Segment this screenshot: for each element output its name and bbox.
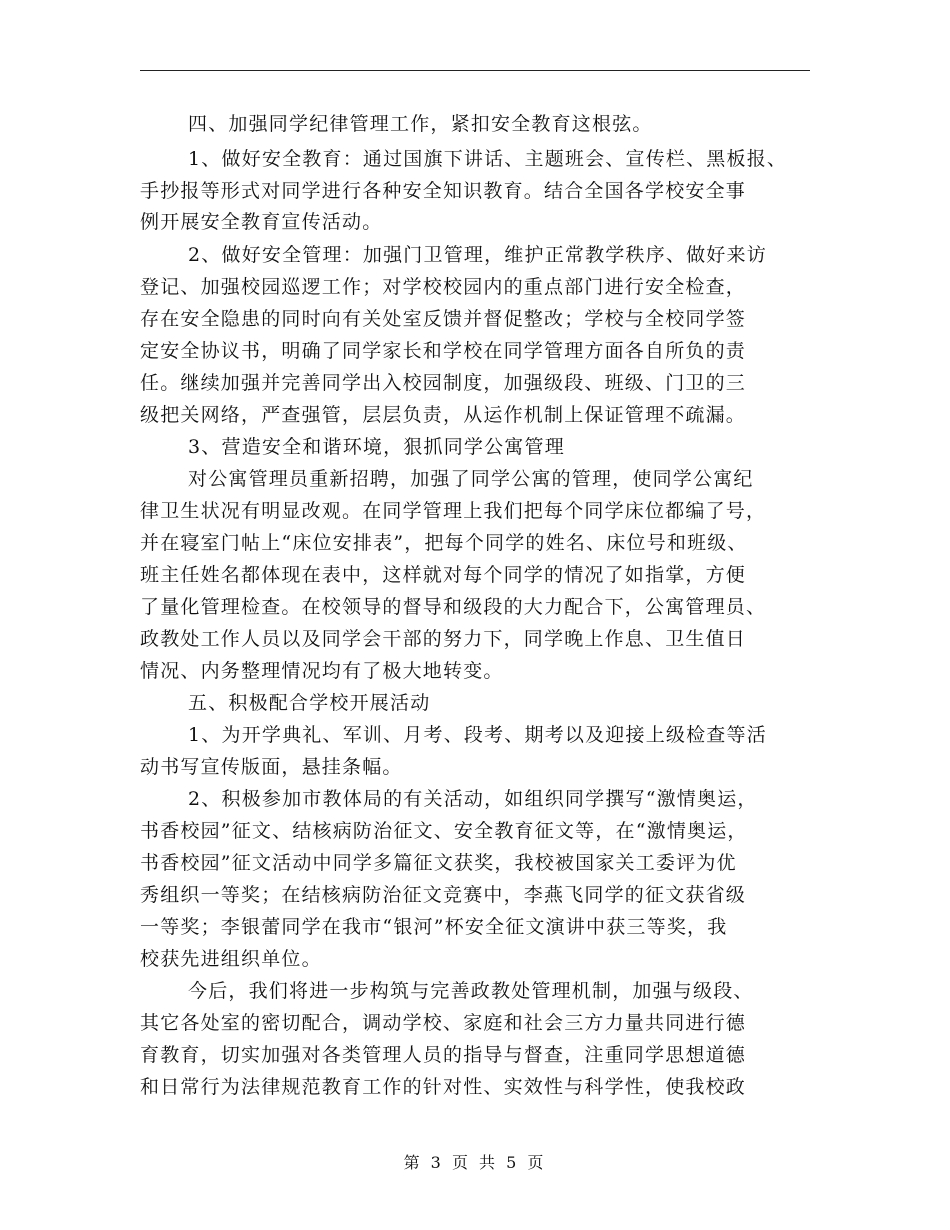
paragraph-line: 3、营造安全和谐环境，狠抓同学公寓管理 xyxy=(188,436,565,458)
paragraph-line: 2、积极参加市教体局的有关活动，如组织同学撰写“激情奥运， xyxy=(188,788,758,810)
paragraph-line: 班主任姓名都体现在表中，这样就对每个同学的情况了如指掌，方便 xyxy=(140,564,747,586)
paragraph-line: 一等奖；李银蕾同学在我市“银河”杯安全征文演讲中获三等奖，我 xyxy=(140,916,728,938)
paragraph-line: 动书写宣传版面，悬挂条幅。 xyxy=(140,756,403,778)
paragraph-line: 级把关网络，严查强管，层层负责，从运作机制上保证管理不疏漏。 xyxy=(140,404,747,426)
header-rule xyxy=(140,70,810,71)
paragraph-line: 2、做好安全管理：加强门卫管理，维护正常教学秩序、做好来访 xyxy=(188,244,767,266)
paragraph-line: 定安全协议书，明确了同学家长和学校在同学管理方面各自所负的责 xyxy=(140,340,747,362)
paragraph-line: 并在寝室门帖上“床位安排表”，把每个同学的姓名、床位号和班级、 xyxy=(140,532,748,554)
paragraph-line: 书香校园”征文、结核病防治征文、安全教育征文等，在“激情奥运， xyxy=(140,820,748,842)
paragraph-line: 了量化管理检查。在校领导的督导和级段的大力配合下，公寓管理员、 xyxy=(140,596,767,618)
paragraph-line: 对公寓管理员重新招聘，加强了同学公寓的管理，使同学公寓纪 xyxy=(188,468,754,490)
paragraph-line: 律卫生状况有明显改观。在同学管理上我们把每个同学床位都编了号， xyxy=(140,500,767,522)
paragraph-line: 和日常行为法律规范教育工作的针对性、实效性与科学性，使我校政 xyxy=(140,1076,747,1098)
paragraph-line: 秀组织一等奖；在结核病防治征文竞赛中，李燕飞同学的征文获省级 xyxy=(140,884,747,906)
paragraph-line: 政教处工作人员以及同学会干部的努力下，同学晚上作息、卫生值日 xyxy=(140,628,747,650)
paragraph-line: 其它各处室的密切配合，调动学校、家庭和社会三方力量共同进行德 xyxy=(140,1012,747,1034)
paragraph-line: 今后，我们将进一步构筑与完善政教处管理机制，加强与级段、 xyxy=(188,980,754,1002)
paragraph-line: 书香校园”征文活动中同学多篇征文获奖，我校被国家关工委评为优 xyxy=(140,852,737,874)
paragraph-line: 存在安全隐患的同时向有关处室反馈并督促整改；学校与全校同学签 xyxy=(140,308,747,330)
paragraph-line: 校获先进组织单位。 xyxy=(140,948,322,970)
paragraph-line: 例开展安全教育宣传活动。 xyxy=(140,211,383,233)
paragraph-line: 手抄报等形式对同学进行各种安全知识教育。结合全国各学校安全事 xyxy=(140,180,747,202)
paragraph-line: 四、加强同学纪律管理工作，紧扣安全教育这根弦。 xyxy=(188,113,653,135)
paragraph-line: 情况、内务整理情况均有了极大地转变。 xyxy=(140,660,504,682)
paragraph-line: 登记、加强校园巡逻工作；对学校校园内的重点部门进行安全检查， xyxy=(140,276,747,298)
paragraph-line: 五、积极配合学校开展活动 xyxy=(188,692,431,714)
paragraph-line: 任。继续加强并完善同学出入校园制度，加强级段、班级、门卫的三 xyxy=(140,372,747,394)
page-number: 第 3 页 共 5 页 xyxy=(403,1153,547,1172)
paragraph-line: 1、做好安全教育：通过国旗下讲话、主题班会、宣传栏、黑板报、 xyxy=(188,148,788,170)
paragraph-line: 育教育，切实加强对各类管理人员的指导与督查，注重同学思想道德 xyxy=(140,1044,747,1066)
paragraph-line: 1、为开学典礼、军训、月考、段考、期考以及迎接上级检查等活 xyxy=(188,724,767,746)
